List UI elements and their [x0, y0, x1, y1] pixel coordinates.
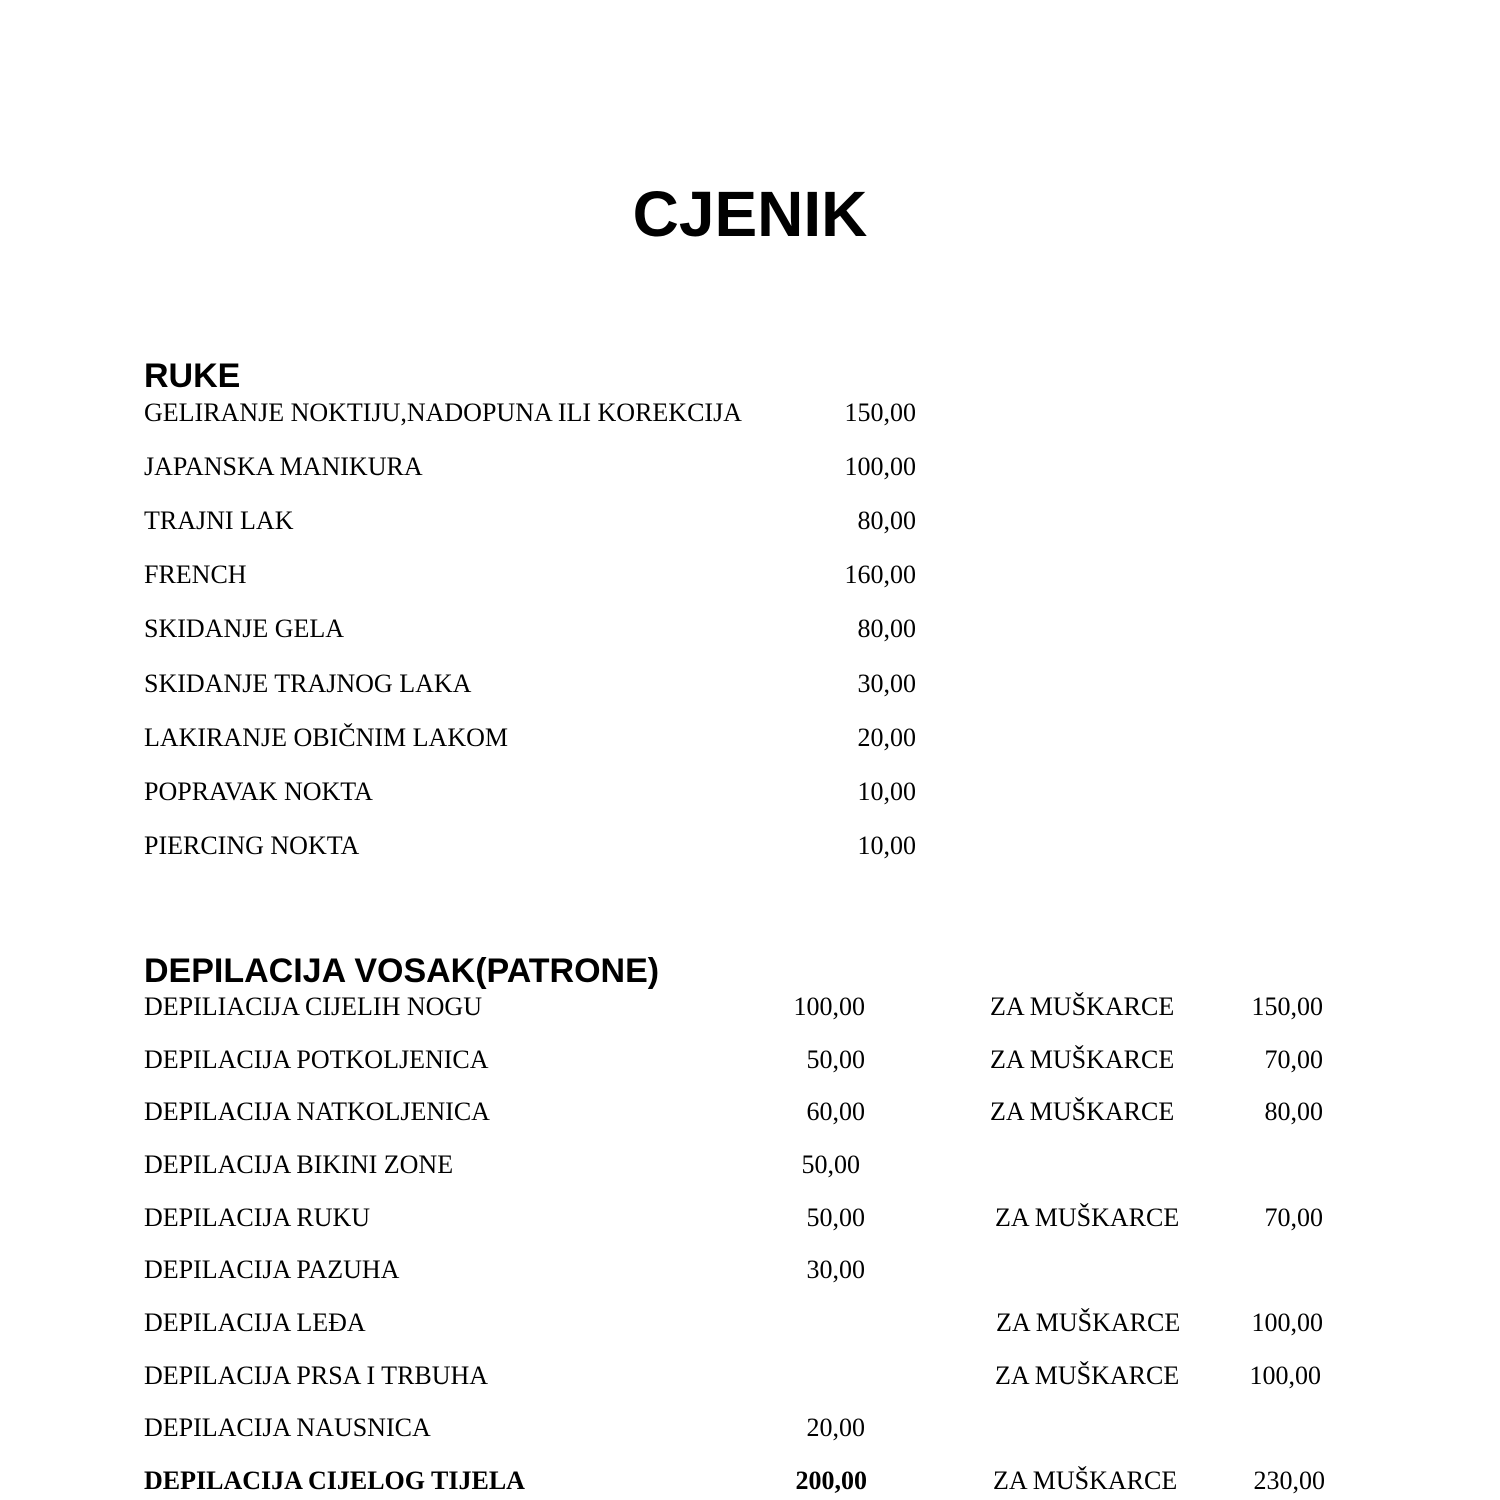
service-price: 30,00: [857, 669, 916, 698]
depilacija-row: [0, 1043, 1500, 1077]
service-price: 60,00: [806, 1097, 865, 1126]
ruke-row: [0, 721, 1500, 755]
service-name: DEPILIACIJA CIJELIH NOGU: [144, 992, 482, 1021]
service-name: TRAJNI LAK: [144, 506, 294, 535]
depilacija-row: [0, 1201, 1500, 1235]
service-name: SKIDANJE TRAJNOG LAKA: [144, 669, 472, 698]
service-name: JAPANSKA MANIKURA: [144, 452, 423, 481]
service-name: DEPILACIJA RUKU: [144, 1203, 371, 1232]
service-price: 100,00: [844, 452, 916, 481]
service-name: LAKIRANJE OBIČNIM LAKOM: [144, 723, 508, 752]
service-name: FRENCH: [144, 560, 247, 589]
men-price: 150,00: [1251, 992, 1323, 1021]
depilacija-row: [0, 1411, 1500, 1445]
ruke-row: [0, 558, 1500, 592]
men-label: ZA MUŠKARCE: [995, 1203, 1180, 1232]
service-name: DEPILACIJA PRSA I TRBUHA: [144, 1361, 489, 1390]
men-price: 100,00: [1251, 1308, 1323, 1337]
service-price: 100,00: [793, 992, 865, 1021]
ruke-row: [0, 504, 1500, 538]
men-label: ZA MUŠKARCE: [990, 1097, 1175, 1126]
depilacija-row: [0, 990, 1500, 1024]
ruke-row: [0, 667, 1500, 701]
service-price: 50,00: [806, 1203, 865, 1232]
ruke-row: [0, 450, 1500, 484]
service-price: 50,00: [806, 1045, 865, 1074]
men-price: 70,00: [1264, 1203, 1323, 1232]
section-heading-ruke: RUKE: [144, 357, 241, 395]
service-name: SKIDANJE GELA: [144, 614, 345, 643]
men-price: 70,00: [1264, 1045, 1323, 1074]
service-name: DEPILACIJA BIKINI ZONE: [144, 1150, 454, 1179]
depilacija-row: [0, 1148, 1500, 1182]
service-name: PIERCING NOKTA: [144, 831, 360, 860]
men-label: ZA MUŠKARCE: [993, 1466, 1178, 1495]
service-price: 10,00: [857, 831, 916, 860]
service-name: DEPILACIJA NATKOLJENICA: [144, 1097, 490, 1126]
depilacija-row: [0, 1095, 1500, 1129]
service-name: DEPILACIJA CIJELOG TIJELA: [144, 1466, 525, 1495]
section-heading-depilacija: DEPILACIJA VOSAK(PATRONE): [144, 952, 660, 990]
ruke-row: [0, 829, 1500, 863]
depilacija-row: [0, 1359, 1500, 1393]
service-name: DEPILACIJA NAUSNICA: [144, 1413, 431, 1442]
men-price: 80,00: [1264, 1097, 1323, 1126]
service-price: 20,00: [857, 723, 916, 752]
service-price: 160,00: [844, 560, 916, 589]
ruke-row: [0, 612, 1500, 646]
service-price: 20,00: [806, 1413, 865, 1442]
service-name: DEPILACIJA PAZUHA: [144, 1255, 400, 1284]
depilacija-row: [0, 1253, 1500, 1287]
service-name: POPRAVAK NOKTA: [144, 777, 373, 806]
page-title: CJENIK: [632, 178, 868, 250]
service-name: DEPILACIJA LEĐA: [144, 1308, 366, 1337]
ruke-row: [0, 396, 1500, 430]
service-name: DEPILACIJA POTKOLJENICA: [144, 1045, 489, 1074]
service-price: 30,00: [806, 1255, 865, 1284]
men-label: ZA MUŠKARCE: [995, 1361, 1180, 1390]
men-label: ZA MUŠKARCE: [996, 1308, 1181, 1337]
ruke-row: [0, 775, 1500, 809]
service-price: 150,00: [844, 398, 916, 427]
service-price: 50,00: [801, 1150, 860, 1179]
depilacija-row-total: [0, 1464, 1500, 1498]
service-price: 200,00: [795, 1466, 867, 1495]
men-label: ZA MUŠKARCE: [990, 1045, 1175, 1074]
men-price: 230,00: [1253, 1466, 1325, 1495]
men-price: 100,00: [1249, 1361, 1321, 1390]
service-price: 10,00: [857, 777, 916, 806]
depilacija-row: [0, 1306, 1500, 1340]
service-price: 80,00: [857, 614, 916, 643]
service-name: GELIRANJE NOKTIJU,NADOPUNA ILI KOREKCIJA: [144, 398, 742, 427]
men-label: ZA MUŠKARCE: [990, 992, 1175, 1021]
service-price: 80,00: [857, 506, 916, 535]
